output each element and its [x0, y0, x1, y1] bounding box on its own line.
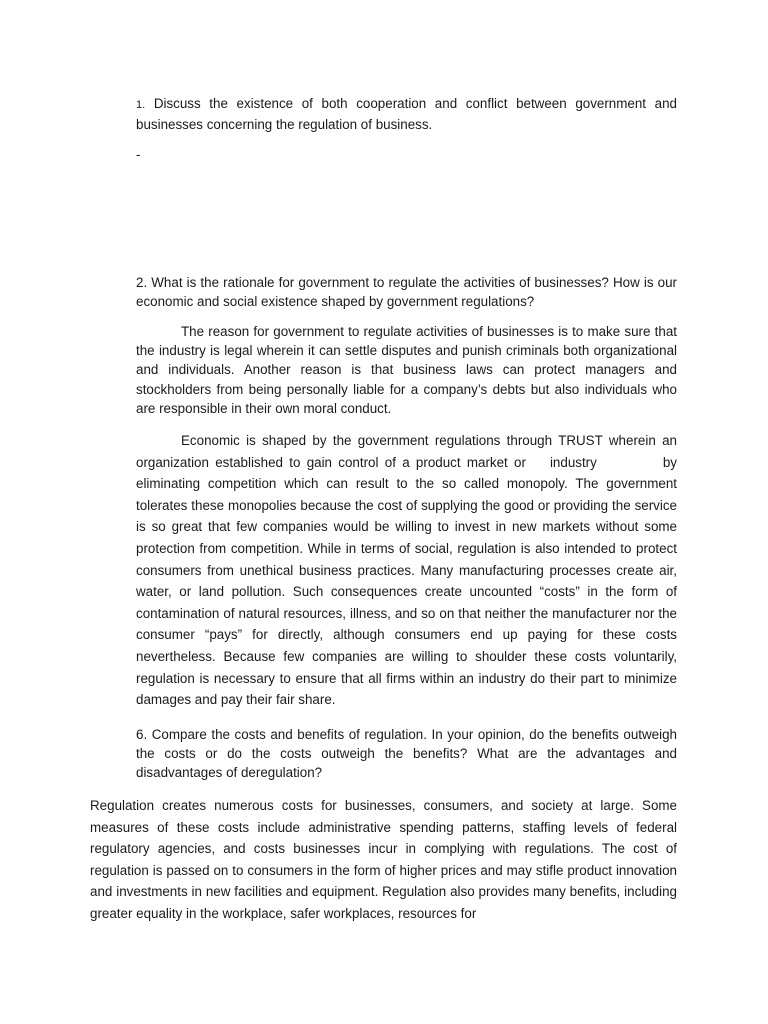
answer-6-paragraph: Regulation creates numerous costs for businesses, consumers, and society at large. Some measures of these costs include administrative spending patterns, staffing levels of federal regulatory agencies, and costs businesses incur in complying with regulations. The cost of regulation is passed on to consumers in the form of higher prices and may stifle product innovation and investments in new facilities and equipment. Regulation also provides many benefits, including greater equality in the workplace, safer workplaces, resources for — [90, 798, 677, 921]
answer-1-placeholder: - — [136, 147, 141, 162]
question-2-text: What is the rationale for government to regulate the activities of businesses? How is our economic and social existence shaped by government regulations? — [136, 275, 677, 309]
question-6-text: Compare the costs and benefits of regulation. In your opinion, do the benefits outweigh the costs or do the costs outweigh the benefits? What are the advantages and disadvantages of deregulation? — [136, 727, 677, 780]
question-2-number: 2. — [136, 275, 148, 290]
question-2 — [136, 273, 677, 311]
answer-2-paragraph-2-word-industry: industry — [549, 454, 597, 470]
answer-2-paragraph-2-rest: by eliminating competition which can result to the so called monopoly. The government tolerates these monopolies because the cost of supplying the good or providing the service is so great that few companies would be willing to invest in new markets without some protection from competition. While in terms of social, regulation is also intended to protect consumers from unethical business practices. Many manufacturing processes create air, water, or land pollution. Such consequences create uncounted “costs” in the form of contamination of natural resources, illness, and so on that neither the manufacturer nor the consumer “pays” for directly, although consumers end up paying for these costs nevertheless. Because few companies are willing to shoulder these costs voluntarily, regulation is necessary to ensure that all firms within an industry do their part to minimize damages and pay their fair share. — [136, 454, 677, 708]
question-1 — [136, 94, 677, 134]
answer-2-paragraph-2 — [136, 430, 677, 711]
question-1-number: 1. — [136, 99, 146, 111]
question-6 — [136, 725, 677, 782]
answer-2-paragraph-1: The reason for government to regulate activities of businesses is to make sure that the industry is legal wherein it can settle disputes and punish criminals both organizational and individuals. Another reason is that business laws can protect managers and stockholders from being personally liable for a company’s debts but also individuals who are responsible in their own moral conduct. — [136, 324, 677, 416]
question-1-text: Discuss the existence of both cooperation and conflict between government and businesses concerning the regulation of business. — [136, 96, 677, 132]
question-6-number: 6. — [136, 727, 148, 742]
answer-2-paragraph-2-line-a: Economic is shaped by the government regulations through TRUST wherein an organization established to gain control of a product market or — [136, 433, 677, 470]
